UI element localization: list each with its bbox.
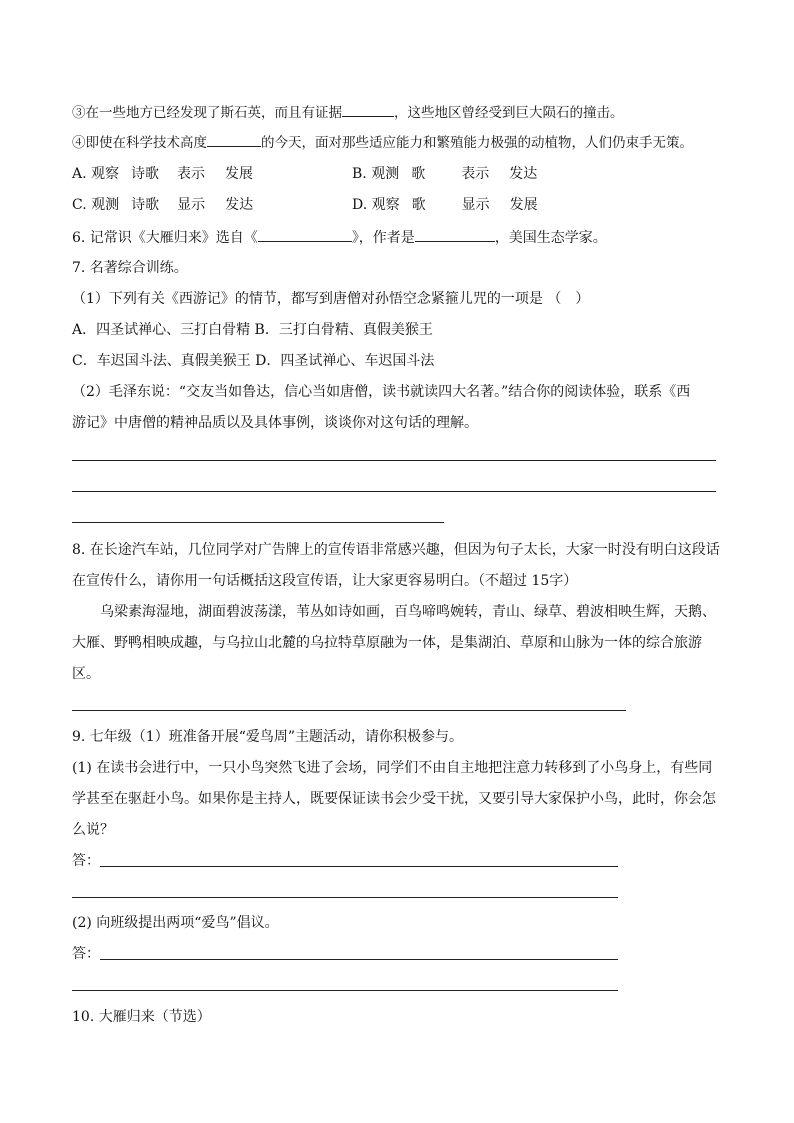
passage-8-line3: 区。	[72, 666, 100, 682]
answer-line-7-3[interactable]	[72, 522, 444, 523]
sentence-3-text-a: ③在一些地方已经发现了斯石英，而且有证据	[72, 105, 342, 121]
question-9-sub1-line2: 学甚至在驱赶小鸟。如果你是主持人，既要保证读书会少受干扰，又要引导大家保护小鸟，此时，你会怎	[72, 791, 716, 807]
option-d-word3: 发展	[509, 197, 538, 213]
option-b	[352, 164, 537, 184]
blank-3[interactable]	[342, 102, 394, 117]
option-a-word3: 发展	[225, 166, 254, 182]
option-d-word2: 显示	[461, 197, 490, 213]
option-b-label: B. 观测	[352, 166, 400, 182]
passage-8-line2: 大雁、野鸭相映成趣，与乌拉山北麓的乌拉特草原融为一体，是集湖泊、草原和山脉为一体的综合旅游	[72, 635, 702, 651]
question-9-sub1-line3: 么说？	[72, 822, 114, 838]
question-7-options-cd: C．车迟国斗法、真假美猴王 D．四圣试禅心、车迟国斗法	[72, 353, 435, 369]
option-a-word1: 诗歌	[131, 166, 160, 182]
answer-label-9-1: 答：	[72, 853, 100, 869]
answer-line-9-1b[interactable]	[72, 897, 618, 898]
answer-line-7-2[interactable]	[72, 491, 716, 492]
answer-line-9-2a[interactable]	[100, 959, 618, 960]
option-b-word1: 歌	[411, 166, 426, 182]
option-a-word2: 表示	[177, 166, 206, 182]
blank-6-source[interactable]	[258, 227, 352, 242]
question-6-text-b: 》，作者是	[351, 230, 415, 246]
question-7-title: 7. 名著综合训练。	[72, 260, 188, 276]
option-a	[72, 164, 253, 184]
question-9-sub1-line1: (1) 在读书会进行中，一只小鸟突然飞进了会场，同学们不由自主地把注意力转移到了小鸟身上，有些同	[72, 760, 713, 776]
sentence-4-text-b: 的今天，面对那些适应能力和繁殖能力极强的动植物，人们仍束手无策。	[261, 135, 693, 151]
option-c-word2: 显示	[177, 197, 206, 213]
sentence-4	[72, 132, 693, 153]
option-b-word2: 表示	[461, 166, 490, 182]
passage-8-line1: 乌梁素海湿地，湖面碧波荡漾，苇丛如诗如画，百鸟啼鸣婉转，青山、绿草、碧波相映生辉，天鹅、	[100, 604, 716, 620]
sentence-3-text-b: ，这些地区曾经受到巨大陨石的撞击。	[394, 105, 624, 121]
blank-6-author[interactable]	[415, 227, 495, 242]
question-7-sub2-line1: （2）毛泽东说：“交友当如鲁达，信心当如唐僧，读书就读四大名著。”结合你的阅读体验，联系《西	[72, 384, 691, 400]
question-7-options-ab: A．四圣试禅心、三打白骨精 B．三打白骨精、真假美猴王	[72, 322, 433, 338]
question-6	[72, 227, 607, 248]
blank-4[interactable]	[207, 132, 261, 147]
option-d-word1: 歌	[411, 197, 426, 213]
question-7-sub2-line2: 游记》中唐僧的精神品质以及具体事例，谈谈你对这句话的理解。	[72, 415, 478, 431]
sentence-3	[72, 102, 624, 123]
question-9-sub2: (2) 向班级提出两项“爱鸟”倡议。	[72, 915, 279, 931]
question-6-text-c: ，美国生态学家。	[494, 230, 607, 246]
answer-line-9-1a[interactable]	[100, 866, 618, 867]
option-c	[72, 195, 253, 215]
option-d-label: D. 观察	[352, 197, 400, 213]
sentence-4-text-a: ④即使在科学技术高度	[72, 135, 207, 151]
question-6-text-a: 6. 记常识《大雁归来》选自《	[72, 230, 258, 246]
answer-line-8[interactable]	[72, 710, 626, 711]
answer-label-9-2: 答：	[72, 946, 100, 962]
option-b-word3: 发达	[509, 166, 538, 182]
question-10-title: 10. 大雁归来（节选）	[72, 1009, 211, 1025]
question-8-line1: 8. 在长途汽车站，几位同学对广告牌上的宣传语非常感兴趣，但因为句子太长，大家一时没有明白这段话	[72, 542, 720, 558]
option-a-label: A. 观察	[72, 166, 120, 182]
option-c-label: C. 观测	[72, 197, 120, 213]
option-d	[352, 195, 538, 215]
question-7-sub1: （1）下列有关《西游记》的情节，都写到唐僧对孙悟空念紧箍儿咒的一项是 （ ）	[72, 291, 590, 307]
option-c-word1: 诗歌	[131, 197, 160, 213]
answer-line-9-2b[interactable]	[72, 990, 618, 991]
answer-line-7-1[interactable]	[72, 460, 716, 461]
question-9-title: 9. 七年级（1）班准备开展“爱鸟周”主题活动，请你积极参与。	[72, 729, 464, 745]
question-8-line2: 在宣传什么，请你用一句话概括这段宣传语，让大家更容易明白。（不超过 15字）	[72, 573, 578, 589]
option-c-word3: 发达	[225, 197, 254, 213]
